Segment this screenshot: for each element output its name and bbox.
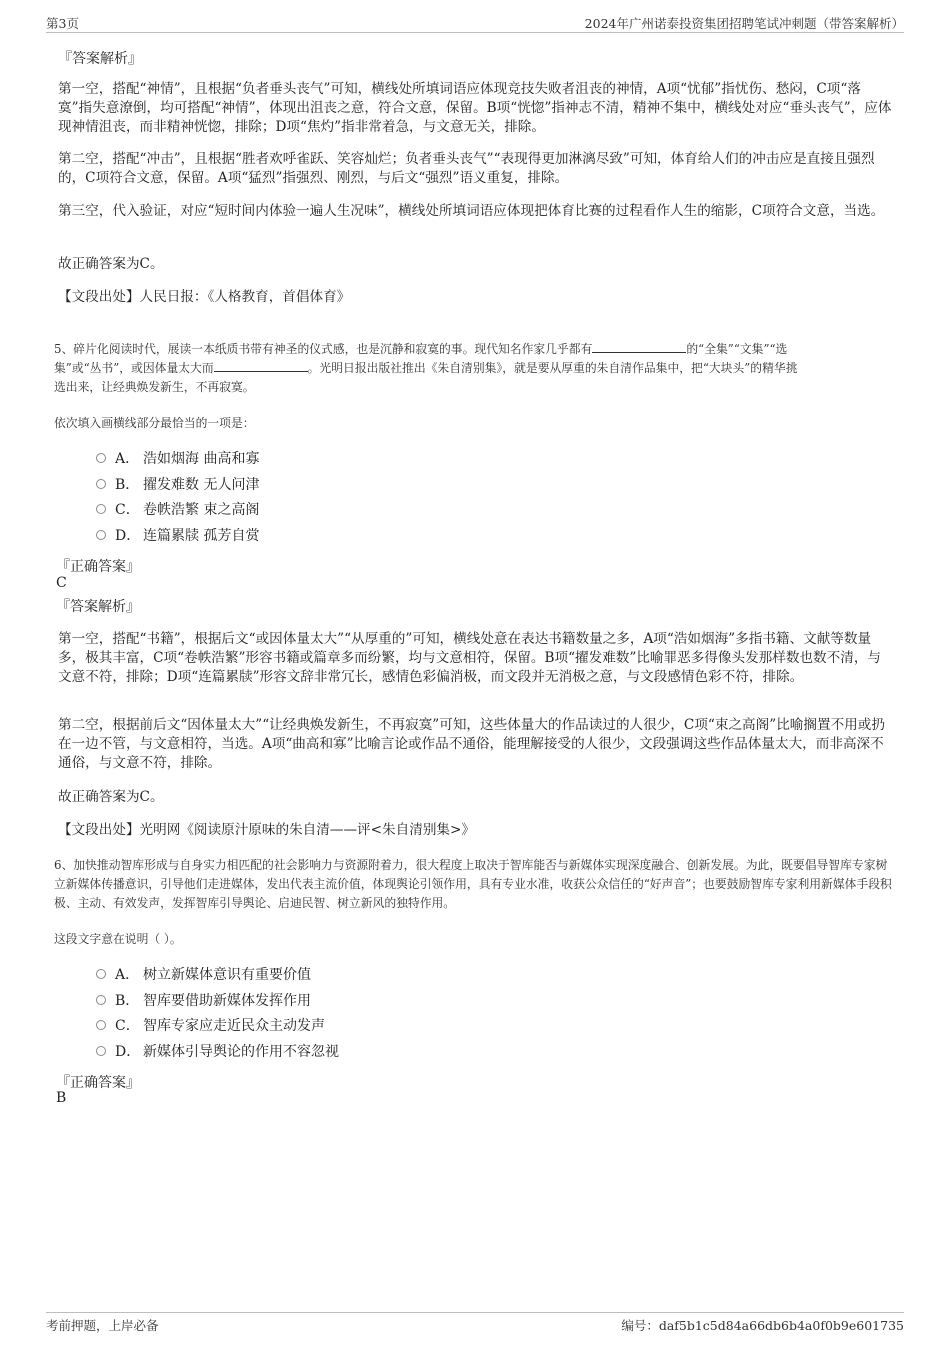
option-a[interactable]: A． 树立新媒体意识有重要价值 (96, 965, 311, 985)
fill-blank (592, 340, 686, 353)
radio-icon[interactable] (96, 995, 106, 1005)
option-a[interactable]: A． 浩如烟海 曲高和寡 (96, 449, 259, 469)
question-6-stem: 6、加快推动智库形成与自身实力相匹配的社会影响力与资源附着力，很大程度上取决于智库能否与新媒体实现深度融合、创新发展。为此，既要倡导智库专家树立新媒体传播意识，引导他们走进媒体，发出代表主流价值，体现舆论引领作用，具有专业水准，收获公众信任的“好声音”；也要鼓励智库专家利用新媒体手段积极、主动、有效发声，发挥智库引导舆论、启迪民智、树立新风的独特作用。 (54, 858, 892, 910)
correct-answer: C (56, 575, 67, 591)
analysis-paragraph: 第一空，搭配“神情”，且根据“负者垂头丧气”可知，横线处所填词语应体现竞技失败者沮丧的神情，A项“忧郁”指忧伤、愁闷，C项“落寞”指失意潦倒，均可搭配“神情”，体现出沮丧之意，符合文意，保留。B项“恍惚”指神志不清，精神不集中，横线处对应“垂头丧气”，应体现神情沮丧，而非精神恍惚，排除；D项“焦灼”指非常着急，与文意无关，排除。 (58, 81, 892, 135)
radio-icon[interactable] (96, 1020, 106, 1030)
answer-heading: 『正确答案』 (56, 559, 140, 575)
source-citation: 【文段出处】人民日报：《人格教育，首倡体育》 (58, 289, 351, 305)
page-number: 第3页 (46, 16, 79, 31)
analysis-paragraph: 第二空，搭配“冲击”，且根据“胜者欢呼雀跃、笑容灿烂；负者垂头丧气”“表现得更加淋漓尽致”可知，体育给人们的冲击应是直接且强烈的，C项符合文意，保留。A项“猛烈”指强烈、刚烈，与后文“强烈”语义重复，排除。 (58, 151, 875, 186)
option-b[interactable]: B． 智库要借助新媒体发挥作用 (96, 991, 311, 1011)
conclusion: 故正确答案为C。 (58, 256, 164, 272)
analysis-heading: 『答案解析』 (58, 51, 142, 67)
question-5-prompt: 依次填入画横线部分最恰当的一项是： (54, 416, 255, 430)
radio-icon[interactable] (96, 453, 106, 463)
radio-icon[interactable] (96, 504, 106, 514)
page-footer (46, 1312, 904, 1336)
conclusion: 故正确答案为C。 (58, 789, 164, 805)
answer-heading: 『正确答案』 (56, 1075, 140, 1091)
question-6-prompt: 这段文字意在说明（ ）。 (54, 932, 182, 946)
radio-icon[interactable] (96, 969, 106, 979)
analysis-paragraph: 第三空，代入验证，对应“短时间内体验一遍人生况味”，横线处所填词语应体现把体育比赛的过程看作人生的缩影，C项符合文意，当选。 (58, 203, 885, 219)
question-5-stem: 5、碎片化阅读时代，展读一本纸质书带有神圣的仪式感，也是沉静和寂寞的事。现代知名作家几乎都有 的“全集”“文集”“选 集”或“丛书”，或因体量太大而 。光明日报出版社推出《朱自清别集》，就是要从厚重的朱自清作品集中，把“大块头”的精华挑 选出来，让经典焕发新生，不再寂寞。 (54, 342, 798, 394)
option-b[interactable]: B． 擢发难数 无人问津 (96, 475, 259, 495)
analysis-paragraph: 第一空，搭配“书籍”，根据后文“或因体量太大”“从厚重的”可知，横线处意在表达书籍数量之多，A项“浩如烟海”多指书籍、文献等数量多，极其丰富，C项“卷帙浩繁”形容书籍或篇章多而纷繁，均与文意相符，保留。B项“擢发难数”比喻罪恶多得像头发那样数也数不清，与文意不符，排除；D项“连篇累牍”形容文辞非常冗长，感情色彩偏消极，而文段并无消极之意，与文段感情色彩不符，排除。 (58, 631, 882, 685)
radio-icon[interactable] (96, 479, 106, 489)
page-header (46, 14, 904, 33)
source-citation: 【文段出处】光明网《阅读原汁原味的朱自清——评<朱自清别集>》 (58, 822, 475, 838)
option-c[interactable]: C． 卷帙浩繁 束之高阁 (96, 500, 259, 520)
fill-blank (214, 359, 308, 372)
correct-answer: B (56, 1090, 67, 1106)
analysis-paragraph: 第二空，根据前后文“因体量太大”“让经典焕发新生，不再寂寞”可知，这些体量大的作品读过的人很少，C项“束之高阁”比喻搁置不用或扔在一边不管，与文意相符，当选。A项“曲高和寡”比喻言论或作品不通俗，能理解接受的人很少，文段强调这些作品体量太大，而非高深不通俗，与文意不符，排除。 (58, 717, 885, 771)
document-id: 编号：daf5b1c5d84a66db6b4a0f0b9e601735 (621, 1318, 904, 1333)
footer-slogan: 考前押题，上岸必备 (46, 1318, 159, 1333)
option-d[interactable]: D． 连篇累牍 孤芳自赏 (96, 526, 259, 546)
document-title: 2024年广州诺泰投资集团招聘笔试冲刺题（带答案解析） (584, 16, 904, 31)
option-c[interactable]: C． 智库专家应走近民众主动发声 (96, 1016, 325, 1036)
radio-icon[interactable] (96, 1046, 106, 1056)
analysis-heading: 『答案解析』 (56, 599, 140, 615)
option-d[interactable]: D． 新媒体引导舆论的作用不容忽视 (96, 1042, 339, 1062)
radio-icon[interactable] (96, 530, 106, 540)
